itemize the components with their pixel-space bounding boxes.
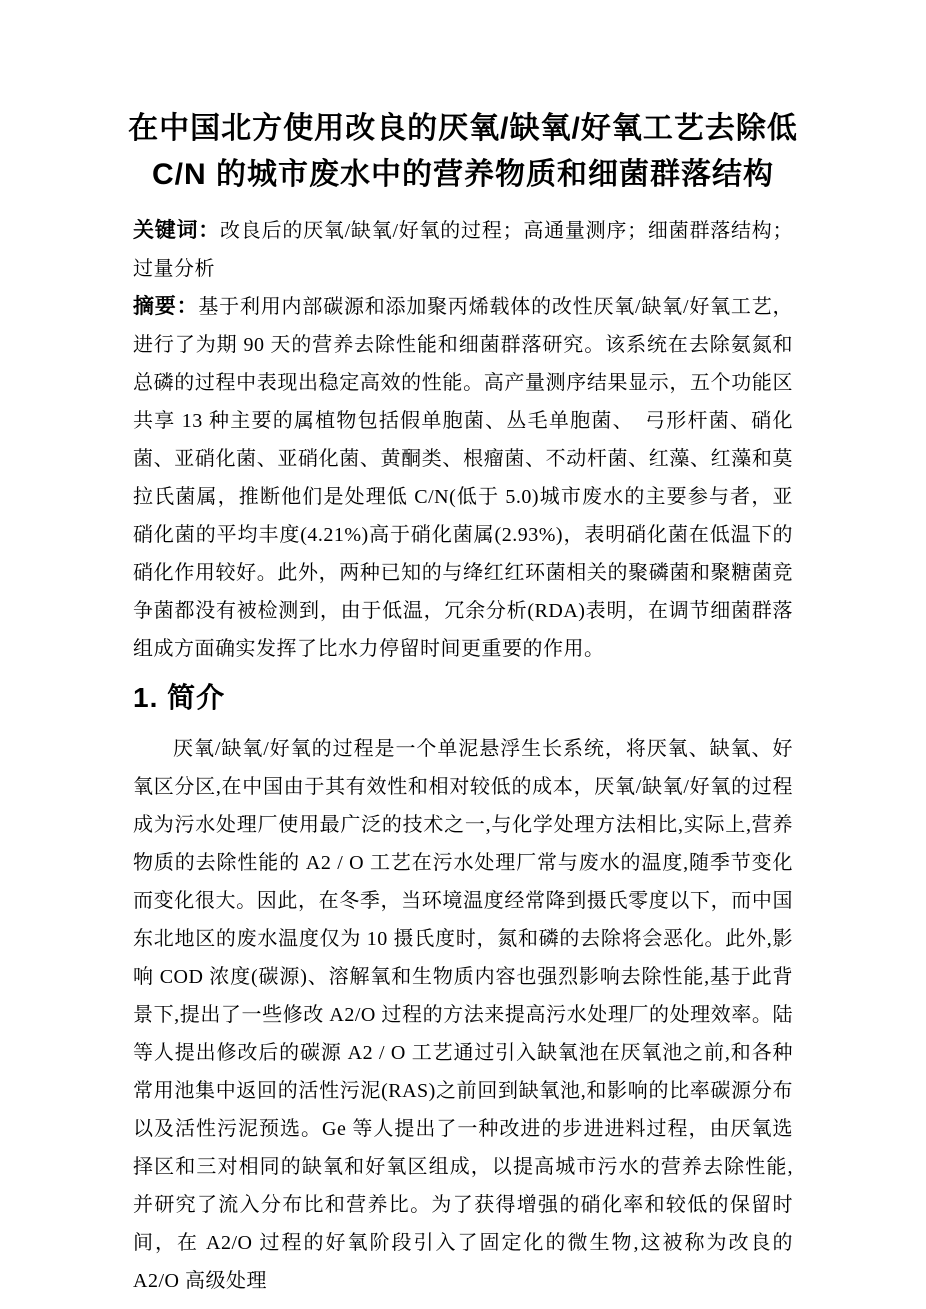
abstract-text: 基于利用内部碳源和添加聚丙烯载体的改性厌氧/缺氧/好氧工艺，进行了为期 90 天的营养去除性能和细菌群落研究。该系统在去除氨氮和总磷的过程中表现出稳定高效的性能。高产量测序结果显示，五个功能区共享 13 种主要的属植物包括假单胞菌、丛毛单胞菌、 弓形杆菌、硝化菌、亚硝化菌、亚硝化菌、黄酮类、根瘤菌、不动杆菌、红藻、红藻和莫拉氏菌属，推断他们是处理低 C/N(低于 5.0)城市废水的主要参与者，亚硝化菌的平均丰度(4.21%)高于硝化菌属(2.93%)，表明硝化菌在低温下的硝化作用较好。此外，两种已知的与绛红红环菌相关的聚磷菌和聚糖菌竞争菌都没有被检测到，由于低温，冗余分析(RDA)表明，在调节细菌群落组成方面确实发挥了比水力停留时间更重要的作用。 (133, 296, 793, 660)
paper-title-line-1: 在中国北方使用改良的厌氧/缺氧/好氧工艺去除低 (128, 112, 798, 145)
document-body (133, 212, 793, 1300)
keywords-label: 关键词： (133, 219, 221, 242)
paper-title-line-2: C/N 的城市废水中的营养物质和细菌群落结构 (152, 158, 774, 191)
introduction-paragraph: 厌氧/缺氧/好氧的过程是一个单泥悬浮生长系统，将厌氧、缺氧、好氧区分区,在中国由于其有效性和相对较低的成本，厌氧/缺氧/好氧的过程成为污水处理厂使用最广泛的技术之一,与化学处理方法相比,实际上,营养物质的去除性能的 A2 / O 工艺在污水处理厂常与废水的温度,随季节变化而变化很大。因此，在冬季，当环境温度经常降到摄氏零度以下，而中国东北地区的废水温度仅为 10 摄氏度时，氮和磷的去除将会恶化。此外,影响 COD 浓度(碳源)、溶解氧和生物质内容也强烈影响去除性能,基于此背景下,提出了一些修改 A2/O 过程的方法来提高污水处理厂的处理效率。陆等人提出修改后的碳源 A2 / O 工艺通过引入缺氧池在厌氧池之前,和各种常用池集中返回的活性污泥(RAS)之前回到缺氧池,和影响的比率碳源分布以及活性污泥预选。Ge 等人提出了一种改进的步进进料过程，由厌氧选择区和三对相同的缺氧和好氧区组成，以提高城市污水的营养去除性能,并研究了流入分布比和营养比。为了获得增强的硝化率和较低的保留时间，在 A2/O 过程的好氧阶段引入了固定化的微生物,这被称为改良的 A2/O 高级处理 (133, 738, 793, 1292)
keywords-paragraph (133, 212, 793, 288)
abstract-paragraph (133, 288, 793, 668)
abstract-label: 摘要： (133, 295, 199, 318)
paper-title (70, 106, 856, 198)
keywords-text: 改良后的厌氧/缺氧/好氧的过程；高通量测序；细菌群落结构；过量分析 (133, 220, 793, 280)
section-heading-introduction: 1. 简介 (133, 682, 226, 713)
